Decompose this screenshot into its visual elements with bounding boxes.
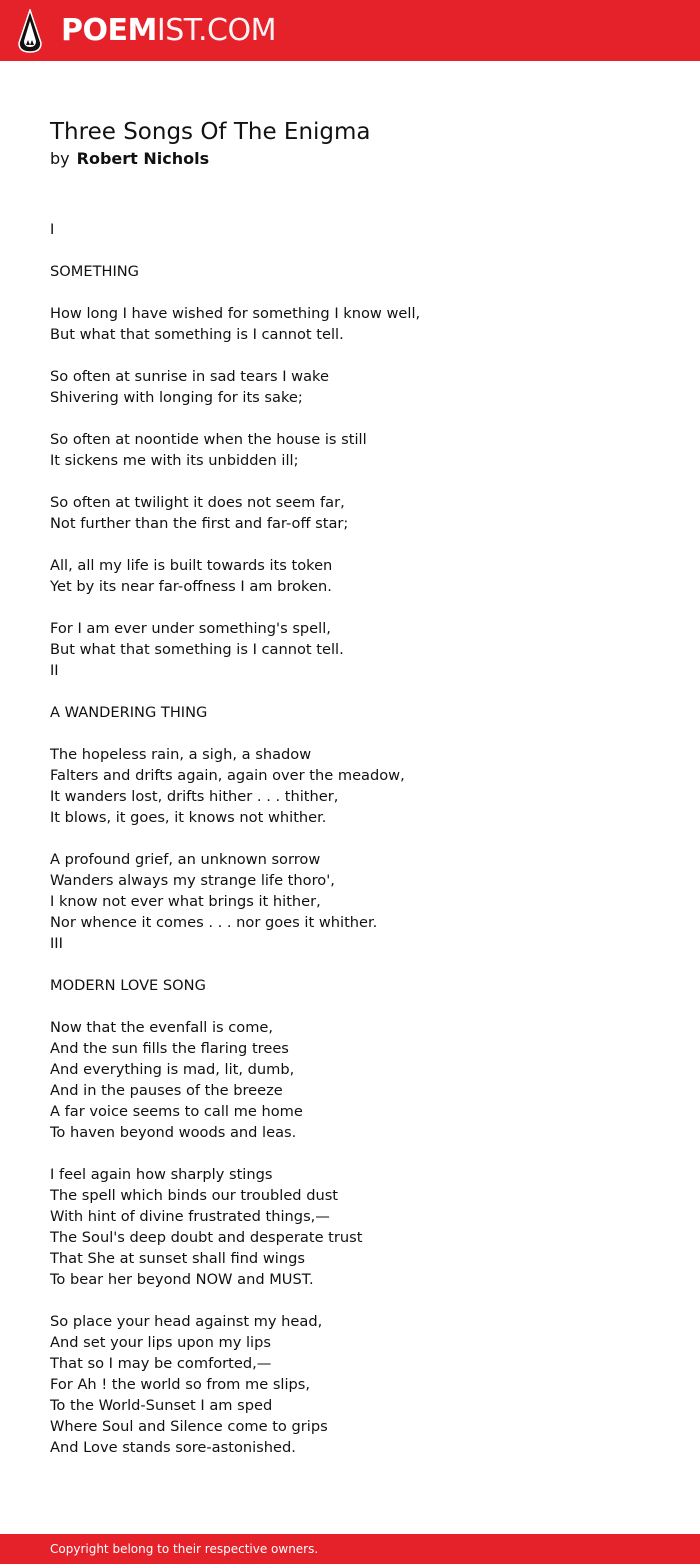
- poem-line: I: [50, 221, 55, 238]
- poem-line: Now that the evenfall is come,: [50, 1019, 274, 1036]
- copyright-text: Copyright belong to their respective owners.: [50, 1542, 319, 1556]
- poem-line: II: [50, 662, 59, 679]
- poem-line: And the sun fills the flaring trees: [50, 1040, 289, 1057]
- poem-line: For Ah ! the world so from me slips,: [50, 1376, 311, 1393]
- poem-line: It blows, it goes, it knows not whither.: [50, 809, 327, 826]
- stanza-break: [50, 723, 670, 744]
- poem-line: The Soul's deep doubt and desperate trust: [50, 1229, 363, 1246]
- poem-line: But what that something is I cannot tell.: [50, 641, 344, 658]
- stanza-break: [50, 1290, 670, 1311]
- poem-title: Three Songs Of The Enigma: [50, 119, 371, 145]
- poem-line: It wanders lost, drifts hither . . . thither,: [50, 788, 339, 805]
- poem-line: All, all my life is built towards its token: [50, 557, 333, 574]
- poem-line: With hint of divine frustrated things,—: [50, 1208, 330, 1225]
- stanza-break: [50, 240, 670, 261]
- pen-nib-icon: [17, 9, 43, 53]
- stanza-break: [50, 471, 670, 492]
- poem-line: But what that something is I cannot tell.: [50, 326, 344, 343]
- poem-line: Falters and drifts again, again over the meadow,: [50, 767, 405, 784]
- poem-line: SOMETHING: [50, 263, 139, 280]
- poem-line: Nor whence it comes . . . nor goes it whither.: [50, 914, 378, 931]
- stanza-break: [50, 534, 670, 555]
- site-logo-text: [61, 8, 276, 54]
- poem-line: So often at sunrise in sad tears I wake: [50, 368, 329, 385]
- poem-byline: [50, 148, 209, 170]
- poem-line: So often at noontide when the house is still: [50, 431, 367, 448]
- poem-line: The hopeless rain, a sigh, a shadow: [50, 746, 312, 763]
- stanza-break: [50, 1143, 670, 1164]
- poem-line: So often at twilight it does not seem far,: [50, 494, 345, 511]
- stanza-break: [50, 828, 670, 849]
- poem-line: It sickens me with its unbidden ill;: [50, 452, 299, 469]
- poem-line: A profound grief, an unknown sorrow: [50, 851, 321, 868]
- poem-line: To bear her beyond NOW and MUST.: [50, 1271, 314, 1288]
- poem-line: I feel again how sharply stings: [50, 1166, 273, 1183]
- poem-line: A WANDERING THING: [50, 704, 208, 721]
- by-label: by: [50, 149, 70, 168]
- stanza-break: [50, 597, 670, 618]
- poem-line: Where Soul and Silence come to grips: [50, 1418, 328, 1435]
- poem-body: [50, 219, 670, 1458]
- poem-line: Not further than the first and far-off star;: [50, 515, 349, 532]
- poem-line: Wanders always my strange life thoro',: [50, 872, 335, 889]
- poem-line: And set your lips upon my lips: [50, 1334, 271, 1351]
- poem-line: For I am ever under something's spell,: [50, 620, 331, 637]
- poem-line: And Love stands sore-astonished.: [50, 1439, 296, 1456]
- poem-line: That so I may be comforted,—: [50, 1355, 272, 1372]
- stanza-break: [50, 282, 670, 303]
- poem-line: To the World-Sunset I am sped: [50, 1397, 273, 1414]
- poem-line: I know not ever what brings it hither,: [50, 893, 321, 910]
- logo-text-light: IST.COM: [156, 13, 276, 48]
- poem-line: A far voice seems to call me home: [50, 1103, 303, 1120]
- poem-line: How long I have wished for something I know well,: [50, 305, 421, 322]
- stanza-break: [50, 345, 670, 366]
- logo-text-bold: POEM: [61, 13, 157, 48]
- site-header: [0, 0, 700, 61]
- poem-line: III: [50, 935, 63, 952]
- poem-line: To haven beyond woods and leas.: [50, 1124, 297, 1141]
- poem-line: That She at sunset shall find wings: [50, 1250, 305, 1267]
- stanza-break: [50, 408, 670, 429]
- stanza-break: [50, 681, 670, 702]
- poem-line: And in the pauses of the breeze: [50, 1082, 283, 1099]
- poem-line: So place your head against my head,: [50, 1313, 323, 1330]
- poem-line: MODERN LOVE SONG: [50, 977, 206, 994]
- stanza-break: [50, 954, 670, 975]
- poem-line: Shivering with longing for its sake;: [50, 389, 303, 406]
- site-logo[interactable]: [17, 8, 276, 54]
- stanza-break: [50, 996, 670, 1017]
- author-name[interactable]: Robert Nichols: [76, 149, 210, 168]
- poem-line: And everything is mad, lit, dumb,: [50, 1061, 295, 1078]
- site-footer: [0, 1534, 700, 1564]
- poem-line: The spell which binds our troubled dust: [50, 1187, 339, 1204]
- poem-line: Yet by its near far-offness I am broken.: [50, 578, 332, 595]
